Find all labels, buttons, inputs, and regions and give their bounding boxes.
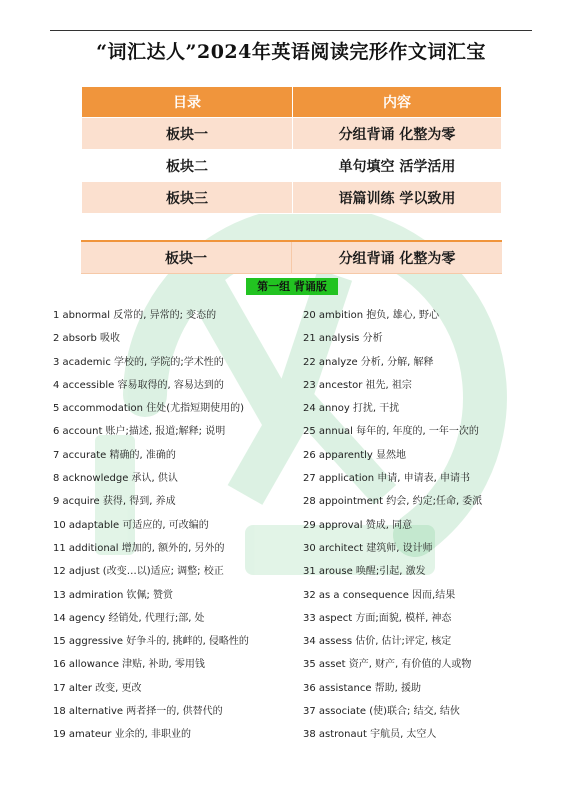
vocab-item: 23 ancestor 祖先, 祖宗 <box>303 379 412 391</box>
vocab-item: 4 accessible 容易取得的, 容易达到的 <box>53 379 224 391</box>
toc-row <box>82 118 502 150</box>
toc-content: 分组背诵 化整为零 <box>293 118 502 150</box>
vocab-item: 21 analysis 分析 <box>303 333 383 345</box>
toc-header-col2: 内容 <box>293 87 502 118</box>
toc-content: 单句填空 活学活用 <box>293 150 502 182</box>
vocab-item: 6 account 账户;描述, 报道;解释; 说明 <box>53 426 226 438</box>
vocab-item: 35 asset 资产, 财产, 有价值的人或物 <box>303 659 472 671</box>
vocab-item: 25 annual 每年的, 年度的, 一年一次的 <box>303 426 479 438</box>
vocab-item: 31 arouse 唤醒;引起, 激发 <box>303 566 426 578</box>
vocab-item: 37 associate (使)联合; 结交, 结伙 <box>303 706 460 718</box>
toc-row <box>82 150 502 182</box>
vocab-column-left <box>53 307 298 750</box>
vocab-column-right <box>303 307 558 750</box>
vocab-item: 30 architect 建筑师, 设计师 <box>303 542 433 554</box>
vocab-item: 1 abnormal 反常的, 异常的; 变态的 <box>53 310 217 321</box>
toc-header-col1: 目录 <box>82 87 293 118</box>
vocab-item: 8 acknowledge 承认, 供认 <box>53 473 178 485</box>
vocab-item: 14 agency 经销处, 代理行;部, 处 <box>53 612 205 624</box>
toc-block: 板块三 <box>82 182 293 214</box>
vocab-item: 33 aspect 方面;面貌, 模样, 神态 <box>303 612 452 624</box>
vocab-item: 32 as a consequence 因而,结果 <box>303 589 456 601</box>
vocab-item: 20 ambition 抱负, 雄心, 野心 <box>303 310 439 321</box>
vocab-item: 15 aggressive 好争斗的, 挑衅的, 侵略性的 <box>53 636 249 648</box>
section-content: 分组背诵 化整为零 <box>292 241 503 274</box>
vocab-item: 5 accommodation 住处(尤指短期使用的) <box>53 403 244 415</box>
vocab-item: 18 alternative 两者择一的, 供替代的 <box>53 706 223 718</box>
vocab-item: 9 acquire 获得, 得到, 养成 <box>53 496 176 508</box>
header-rule <box>50 30 532 31</box>
vocab-item: 3 academic 学校的, 学院的;学术性的 <box>53 356 224 368</box>
vocab-item: 17 alter 改变, 更改 <box>53 682 142 694</box>
toc-table <box>81 86 502 214</box>
vocab-item: 22 analyze 分析, 分解, 解释 <box>303 356 434 368</box>
vocab-item: 12 adjust (改变…以)适应; 调整; 校正 <box>53 566 224 578</box>
toc-row <box>82 182 502 214</box>
vocab-item: 7 accurate 精确的, 准确的 <box>53 449 176 461</box>
vocab-item: 10 adaptable 可适应的, 可改编的 <box>53 519 209 531</box>
toc-header-row <box>82 87 502 118</box>
page-title: “词汇达人”2024年英语阅读完形作文词汇宝 <box>96 41 486 63</box>
vocab-item: 2 absorb 吸收 <box>53 333 120 345</box>
vocab-item: 13 admiration 钦佩; 赞赏 <box>53 589 174 601</box>
vocab-item: 24 annoy 打扰, 干扰 <box>303 403 400 415</box>
vocab-item: 34 assess 估价, 估计;评定, 核定 <box>303 636 452 648</box>
vocab-item: 27 application 申请, 申请表, 申请书 <box>303 473 470 485</box>
vocab-item: 11 additional 增加的, 额外的, 另外的 <box>53 542 225 554</box>
toc-block: 板块二 <box>82 150 293 182</box>
vocab-item: 28 appointment 约会, 约定;任命, 委派 <box>303 496 483 508</box>
group-label: 第一组 背诵版 <box>246 278 338 295</box>
vocab-item: 38 astronaut 宇航员, 太空人 <box>303 729 437 741</box>
vocab-item: 29 approval 赞成, 同意 <box>303 519 413 531</box>
section-header <box>81 240 502 274</box>
vocab-item: 26 apparently 显然地 <box>303 449 407 461</box>
section-block: 板块一 <box>81 241 292 274</box>
vocab-item: 16 allowance 津贴, 补助, 零用钱 <box>53 659 205 671</box>
vocab-item: 19 amateur 业余的, 非职业的 <box>53 729 191 741</box>
vocab-item: 36 assistance 帮助, 援助 <box>303 682 422 694</box>
toc-content: 语篇训练 学以致用 <box>293 182 502 214</box>
toc-block: 板块一 <box>82 118 293 150</box>
